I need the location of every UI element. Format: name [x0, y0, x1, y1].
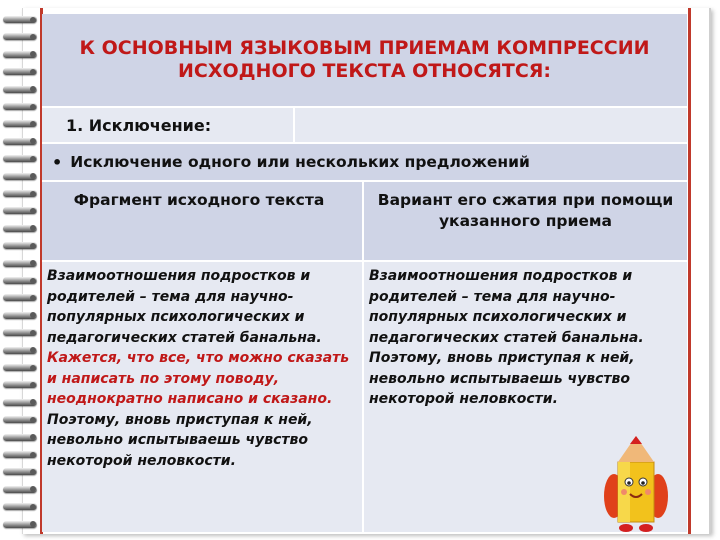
spiral-hole	[30, 382, 36, 388]
item-empty-cell	[295, 108, 687, 142]
pencil-mascot-icon	[596, 434, 676, 534]
spiral-hole	[30, 17, 36, 23]
spiral-hole	[30, 191, 36, 197]
bullet-row	[42, 144, 687, 182]
spiral-hole	[30, 104, 36, 110]
spiral-hole	[30, 69, 36, 75]
spiral-hole	[30, 504, 36, 510]
bullet-icon: •	[52, 152, 63, 172]
source-text-before: Взаимоотношения подростков и родителей – тема для научно-популярных психологических и педагогических статей банальна.	[47, 268, 322, 346]
spiral-hole	[30, 365, 36, 371]
table-body-row	[42, 262, 687, 532]
spiral-hole	[30, 330, 36, 336]
content-table	[42, 14, 687, 532]
margin-line-right	[688, 8, 691, 534]
spiral-hole	[30, 417, 36, 423]
spiral-hole	[30, 452, 36, 458]
spiral-hole	[30, 278, 36, 284]
bullet-text: Исключение одного или нескольких предложений	[70, 153, 530, 171]
spiral-hole	[30, 295, 36, 301]
column-header-compressed: Вариант его сжатия при помощи указанного приема	[364, 182, 687, 260]
source-fragment-cell	[42, 262, 364, 532]
item-label: 1. Исключение:	[42, 108, 295, 142]
removed-sentence: Кажется, что все, что можно сказать и написать по этому поводу, неоднократно написано и сказано.	[47, 350, 350, 407]
compressed-variant-cell: Взаимоотношения подростков и родителей – тема для научно-популярных психологических и педагогических статей банальна. Поэтому, вновь приступая к ней, невольно испытываешь чувство некоторой неловкости.	[364, 262, 687, 532]
column-header-source: Фрагмент исходного текста	[42, 182, 364, 260]
slide-title	[42, 14, 687, 108]
spiral-hole	[30, 469, 36, 475]
source-text-after: Поэтому, вновь приступая к ней, невольно испытываешь чувство некоторой неловкости.	[47, 411, 313, 469]
spiral-hole	[30, 243, 36, 249]
item-row	[42, 108, 687, 144]
spiral-hole	[30, 34, 36, 40]
slide-title-text: К ОСНОВНЫМ ЯЗЫКОВЫМ ПРИЕМАМ КОМПРЕССИИ ИСХОДНОГО ТЕКСТА ОТНОСЯТСЯ:	[79, 37, 650, 82]
spiral-binding-icon	[0, 8, 40, 534]
spiral-hole	[30, 208, 36, 214]
spiral-hole	[30, 156, 36, 162]
table-header-row	[42, 182, 687, 262]
spiral-hole	[30, 121, 36, 127]
